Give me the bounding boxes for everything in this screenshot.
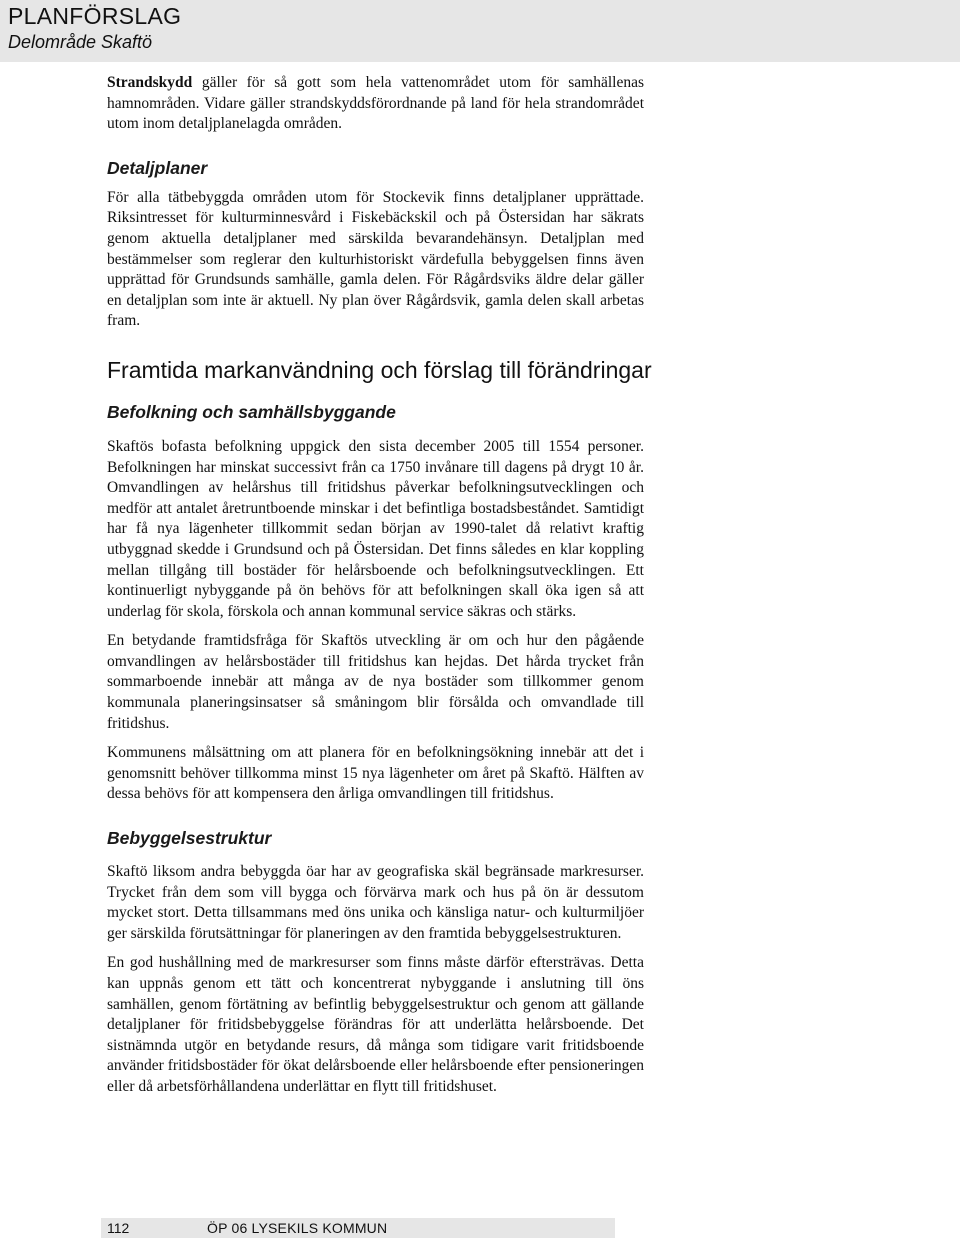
header-title: PLANFÖRSLAG — [8, 3, 182, 29]
page-number: 112 — [107, 1220, 130, 1236]
page-footer — [101, 1218, 615, 1238]
bebyggelse-paragraph-1: Skaftö liksom andra bebyggda öar har av geografiska skäl begränsade markresurser. Trycket från dem som vill bygga och förvärva mark och hus på ön är dessutom mycket stort. Detta tillsammans med öns unika och känsliga natur- och kulturmiljöer ger särskilda förutsättningar för planeringen av den framtida bebyggelsestrukturen. — [107, 863, 644, 942]
strandskydd-text: gäller för så gott som hela vattenområdet utom för samhällenas hamnområden. Vidare gäller strandskyddsförordnande på land för hela strandområdet utom inom detaljplanelagda områden. — [107, 74, 644, 133]
page-content — [107, 73, 652, 1098]
strandskydd-paragraph — [107, 73, 644, 135]
header-subtitle: Delområde Skaftö — [8, 32, 153, 52]
befolkning-paragraph-2: En betydande framtidsfråga för Skaftös utveckling är om och hur den pågående omvandlingen av helårsbostäder till fritidshus kan hejdas. Det hårda trycket från sommarboende innebär att många av de nya bostäder som tillkommer genom kommunala planeringsinsatser så småningom blir försålda och omvandlade till fritidshus. — [107, 632, 644, 732]
footer-document-title: ÖP 06 LYSEKILS KOMMUN — [207, 1220, 388, 1236]
befolkning-paragraph-1: Skaftös bofasta befolkning uppgick den sista december 2005 till 1554 personer. Befolkningen har minskat successivt från ca 1750 invånare till dagens på drygt 10 år. Omvandlingen av helårshus till fritidshus påverkar befolkningsutvecklingen och medför att antalet åretruntboende minskar i det befintliga bostadsbeståndet. Samtidigt har få nya lägenheter tillkommit sedan början av 1990-talet då relativt kraftig utbyggnad skedde i Grundsund och på Östersidan. Det finns således en klar koppling mellan tillgång till bostäder för helårsboende och befolkningsutvecklingen. Ett kontinuerligt nybyggande på ön behövs för att befolkningen skall öka igen så att underlag för skola, förskola och annan kommunal service säkras och stärks. — [107, 437, 644, 620]
detaljplaner-paragraph: För alla tätbebyggda områden utom för Stockevik finns detaljplaner upprättade. Riksintresset för kulturminnesvård i Fiskebäckskil och på Östersidan har säkrats genom aktuella detaljplaner med särskilda bevarandehänsyn. Detaljplan med bestämmelser som reglerar den kulturhistoriskt värdefulla bebyggelsen finns även upprättad för Grundsunds samhälle, gamla delen. För Rågårdsviks äldre delar gäller en detaljplan som inte är aktuell. Ny plan över Rågårdsvik, gamla delen skall arbetas fram. — [107, 188, 644, 330]
befolkning-heading: Befolkning och samhällsbyggande — [107, 401, 396, 422]
bebyggelse-paragraph-2: En god hushållning med de markresurser som finns måste därför eftersträvas. Detta kan uppnås genom ett tätt och koncentrerat nybyggande i anslutning till öns samhällen, genom förtätning av befintlig bebyggelsestruktur och genom att gällande detaljplaner för fritidsbebyggelse förändras för att underlätta helårsboende. Det sistnämnda utgör en betydande resurs, då många som tidigare varit fritidsboende använder fritidsbostäder för ökat delårsboende eller helårsboende efter pensioneringen eller då arbetsförhållandena underlättar en flytt till fritidshuset. — [107, 954, 644, 1095]
bebyggelse-heading: Bebyggelsestruktur — [107, 828, 272, 849]
section-heading: Framtida markanvändning och förslag till förändringar — [107, 356, 652, 383]
befolkning-paragraph-3: Kommunens målsättning om att planera för en befolkningsökning innebär att det i genomsnitt behöver tillkomma minst 15 nya lägenheter om året på Skaftö. Hälften av dessa behövs för att kompensera den årliga omvandlingen till fritidshus. — [107, 744, 644, 803]
page-header — [0, 0, 960, 62]
detaljplaner-heading: Detaljplaner — [107, 157, 208, 178]
strandskydd-lead: Strandskydd — [107, 74, 193, 91]
